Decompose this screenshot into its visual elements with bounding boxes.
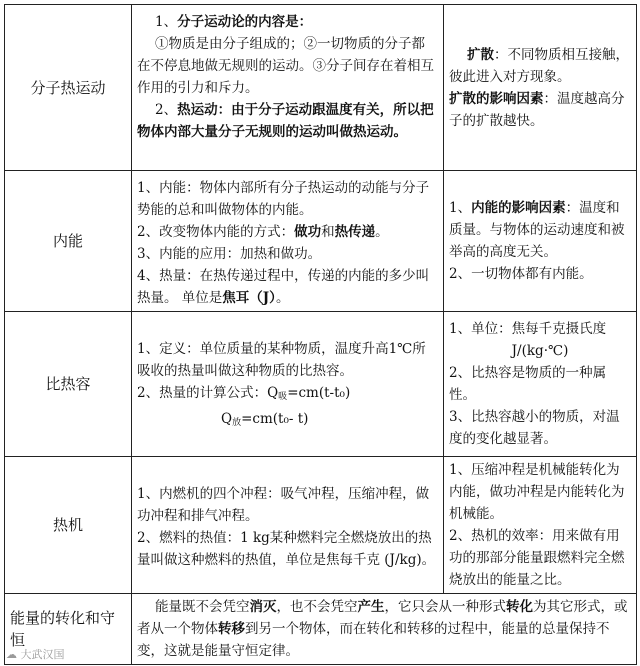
table-row	[5, 171, 637, 312]
row-side-notes: 1、内能的影响因素：温度和质量。与物体的运动速度和被举高的高度无关。 2、一切物体都有内能。	[444, 171, 637, 312]
row-main-content: 能量既不会凭空消灭，也不会凭空产生，它只会从一种形式转化为其它形式，或者从一个物体转移到另一个物体，而在转化和转移的过程中，能量的总量保持不变，这就是能量守恒定律。	[132, 594, 637, 665]
row-side-notes: 1、单位：焦每千克摄氏度 J/(kg·℃) 2、比热容是物质的一种属性。 3、比热容越小的物质，对温度的变化越显著。	[444, 312, 637, 457]
row-main-content: 1、内能：物体内部所有分子热运动的动能与分子势能的总和叫做物体的内能。 2、改变物体内能的方式：做功和热传递。 3、内能的应用：加热和做功。 4、热量：在热传递过程中，传递的内能的多少叫热量。 单位是焦耳（J）。	[132, 171, 444, 312]
row-title: 能量的转化和守恒	[5, 594, 132, 665]
row-title: 分子热运动	[5, 5, 132, 171]
row-title: 内能	[5, 171, 132, 312]
row-title: 热机	[5, 457, 132, 594]
row-main-content: 1、分子运动论的内容是： ①物质是由分子组成的；②一切物质的分子都在不停息地做无规则的运动。③分子间存在着相互作用的引力和斥力。 2、热运动：由于分子运动跟温度有关，所以把物体内部大量分子无规则的运动叫做热运动。	[132, 5, 444, 171]
row-title: 比热容	[5, 312, 132, 457]
table-row	[5, 312, 637, 457]
row-main-content: 1、内燃机的四个冲程：吸气冲程，压缩冲程，做功冲程和排气冲程。 2、燃料的热值：1 kg某种燃料完全燃烧放出的热量叫做这种燃料的热值，单位是焦每千克 (J/kg)。	[132, 457, 444, 594]
table-row	[5, 5, 637, 171]
table-row	[5, 594, 637, 665]
knowledge-table	[4, 4, 637, 665]
watermark: ☁ 大武汉国	[6, 648, 65, 661]
row-side-notes: 1、压缩冲程是机械能转化为内能，做功冲程是内能转化为机械能。 2、热机的效率：用来做有用功的那部分能量跟燃料完全燃烧放出的能量之比。	[444, 457, 637, 594]
row-main-content: 1、定义：单位质量的某种物质，温度升高1℃所吸收的热量叫做这种物质的比热容。 2、热量的计算公式：$Q_吸=cm(t-t_0)$ $Q_放=cm(t_0-$ t)	[132, 312, 444, 457]
table-row	[5, 457, 637, 594]
row-side-notes: 扩散：不同物质相互接触，彼此进入对方现象。 扩散的影响因素：温度越高分子的扩散越快。	[444, 5, 637, 171]
